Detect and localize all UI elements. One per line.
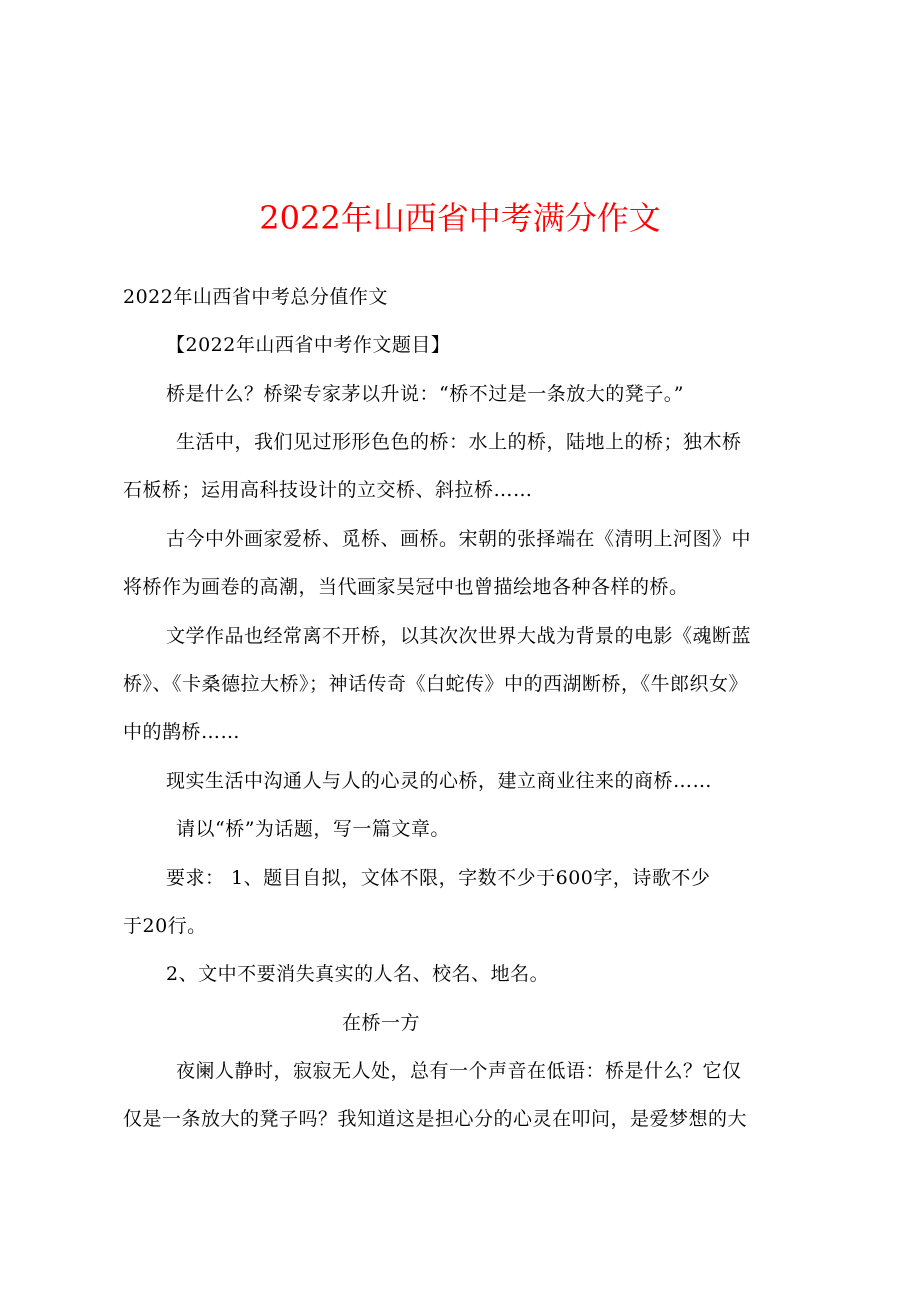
subtitle-line: 2022年山西省中考总分值作文 bbox=[123, 286, 388, 308]
paragraph-line: 桥是什么？桥梁专家茅以升说：“桥不过是一条放大的凳子。” bbox=[166, 383, 684, 405]
paragraph-line: 生活中，我们见过形形色色的桥：水上的桥，陆地上的桥；独木桥 bbox=[176, 431, 742, 453]
requirement-line: 要求： 1、题目自拟，文体不限，字数不少于600字，诗歌不少 bbox=[166, 867, 711, 889]
essay-line: 仅是一条放大的凳子吗？我知道这是担心分的心灵在叩问，是爱梦想的大 bbox=[123, 1108, 748, 1130]
paragraph-line: 古今中外画家爱桥、觅桥、画桥。宋朝的张择端在《清明上河图》中 bbox=[166, 528, 752, 550]
page-title: 2022年山西省中考满分作文 bbox=[259, 199, 661, 237]
paragraph-line: 请以“桥”为话题，写一篇文章。 bbox=[176, 818, 450, 840]
paragraph-line: 中的鹊桥…… bbox=[123, 721, 241, 743]
paragraph-line: 将桥作为画卷的高潮，当代画家吴冠中也曾描绘地各种各样的桥。 bbox=[123, 576, 689, 598]
essay-title: 在桥一方 bbox=[342, 1012, 421, 1034]
essay-line: 夜阑人静时，寂寂无人处，总有一个声音在低语：桥是什么？它仅 bbox=[176, 1060, 742, 1082]
paragraph-line: 现实生活中沟通人与人的心灵的心桥，建立商业往来的商桥…… bbox=[166, 770, 713, 792]
paragraph-line: 文学作品也经常离不开桥，以其次次世界大战为背景的电影《魂断蓝 bbox=[166, 625, 752, 647]
paragraph-line: 桥》、《卡桑德拉大桥》；神话传奇《白蛇传》中的西湖断桥，《牛郎织女》 bbox=[123, 673, 749, 695]
paragraph-line: 石板桥；运用高科技设计的立交桥、斜拉桥…… bbox=[123, 479, 533, 501]
requirement-line: 于20行。 bbox=[123, 915, 207, 937]
requirement-line: 2、文中不要消失真实的人名、校名、地名。 bbox=[166, 963, 550, 985]
topic-heading: 【2022年山西省中考作文题目】 bbox=[166, 334, 451, 356]
